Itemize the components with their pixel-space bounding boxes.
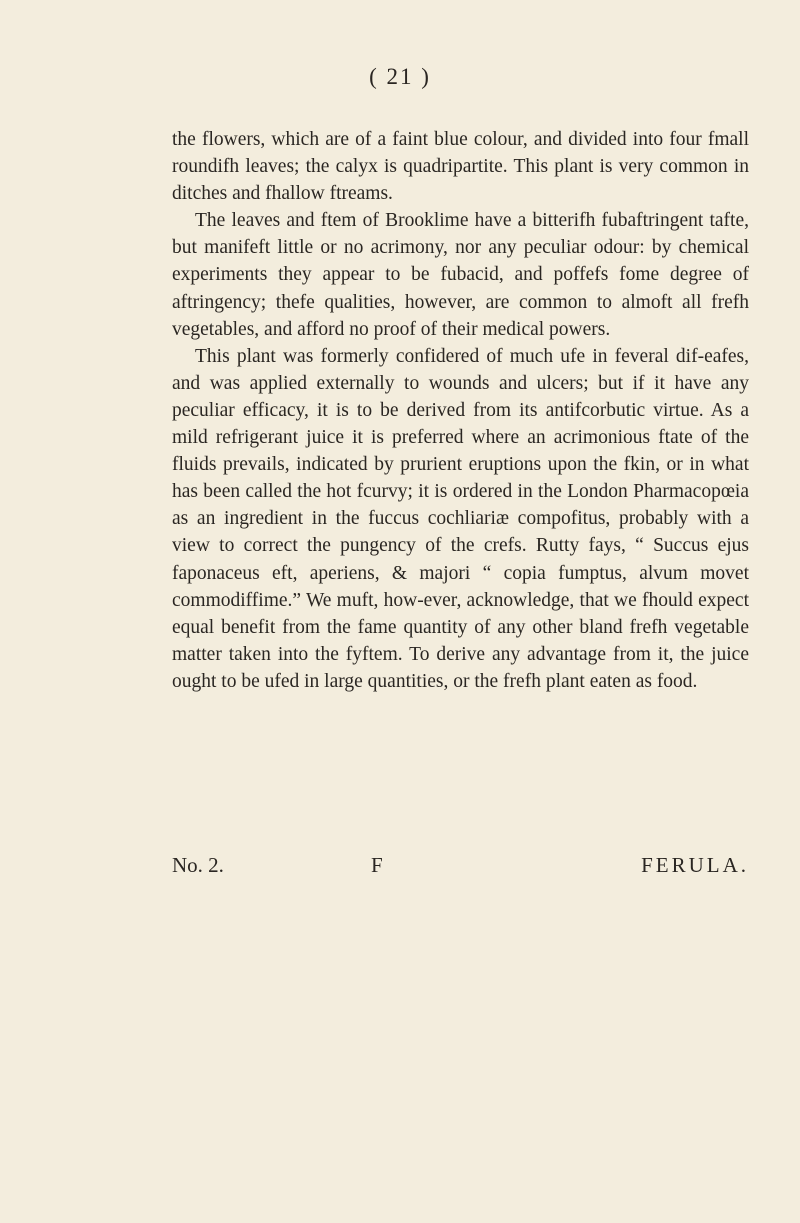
paragraph: the flowers, which are of a faint blue colour, and divided into four fmall roundifh leaves; the calyx is quadripartite. This plant is very common in ditches and fhallow ftreams. [172,129,749,205]
page-footer [172,853,749,883]
page-number: ( 21 ) [369,64,431,89]
signature-number: No. 2. [172,853,224,877]
paragraph: This plant was formerly confidered of much ufe in feveral dif-eafes, and was applied externally to wounds and ulcers; but if it have any peculiar efficacy, it is to be derived from its antifcorbutic virtue. As a mild refrigerant juice it is preferred where an acrimonious ftate of the fluids prevails, indicated by prurient eruptions upon the fkin, or in what has been called the hot fcurvy; it is ordered in the London Pharmacopœia as an ingredient in the fuccus cochliariæ compofitus, probably with a view to correct the pungency of the crefs. Rutty fays, “ Succus ejus faponaceus eft, aperiens, & majori “ copia fumptus, alvum movet commodiffime.” We muft, how-ever, acknowledge, that we fhould expect equal benefit from the fame quantity of any other bland frefh vegetable matter taken into the fyftem. To derive any advantage from it, the juice ought to be ufed in large quantities, or the frefh plant eaten as food. [172,345,749,692]
paragraph: The leaves and ftem of Brooklime have a bitterifh fubaftringent tafte, but manifeft little or no acrimony, nor any peculiar odour: by chemical experiments they appear to be fubacid, and poffefs fome degree of aftringency; thefe qualities, however, are common to almoft all frefh vegetables, and afford no proof of their medical powers. [172,210,749,340]
signature-letter: F [371,853,383,877]
body-text [172,126,749,695]
catchword: FERULA. [641,853,749,877]
